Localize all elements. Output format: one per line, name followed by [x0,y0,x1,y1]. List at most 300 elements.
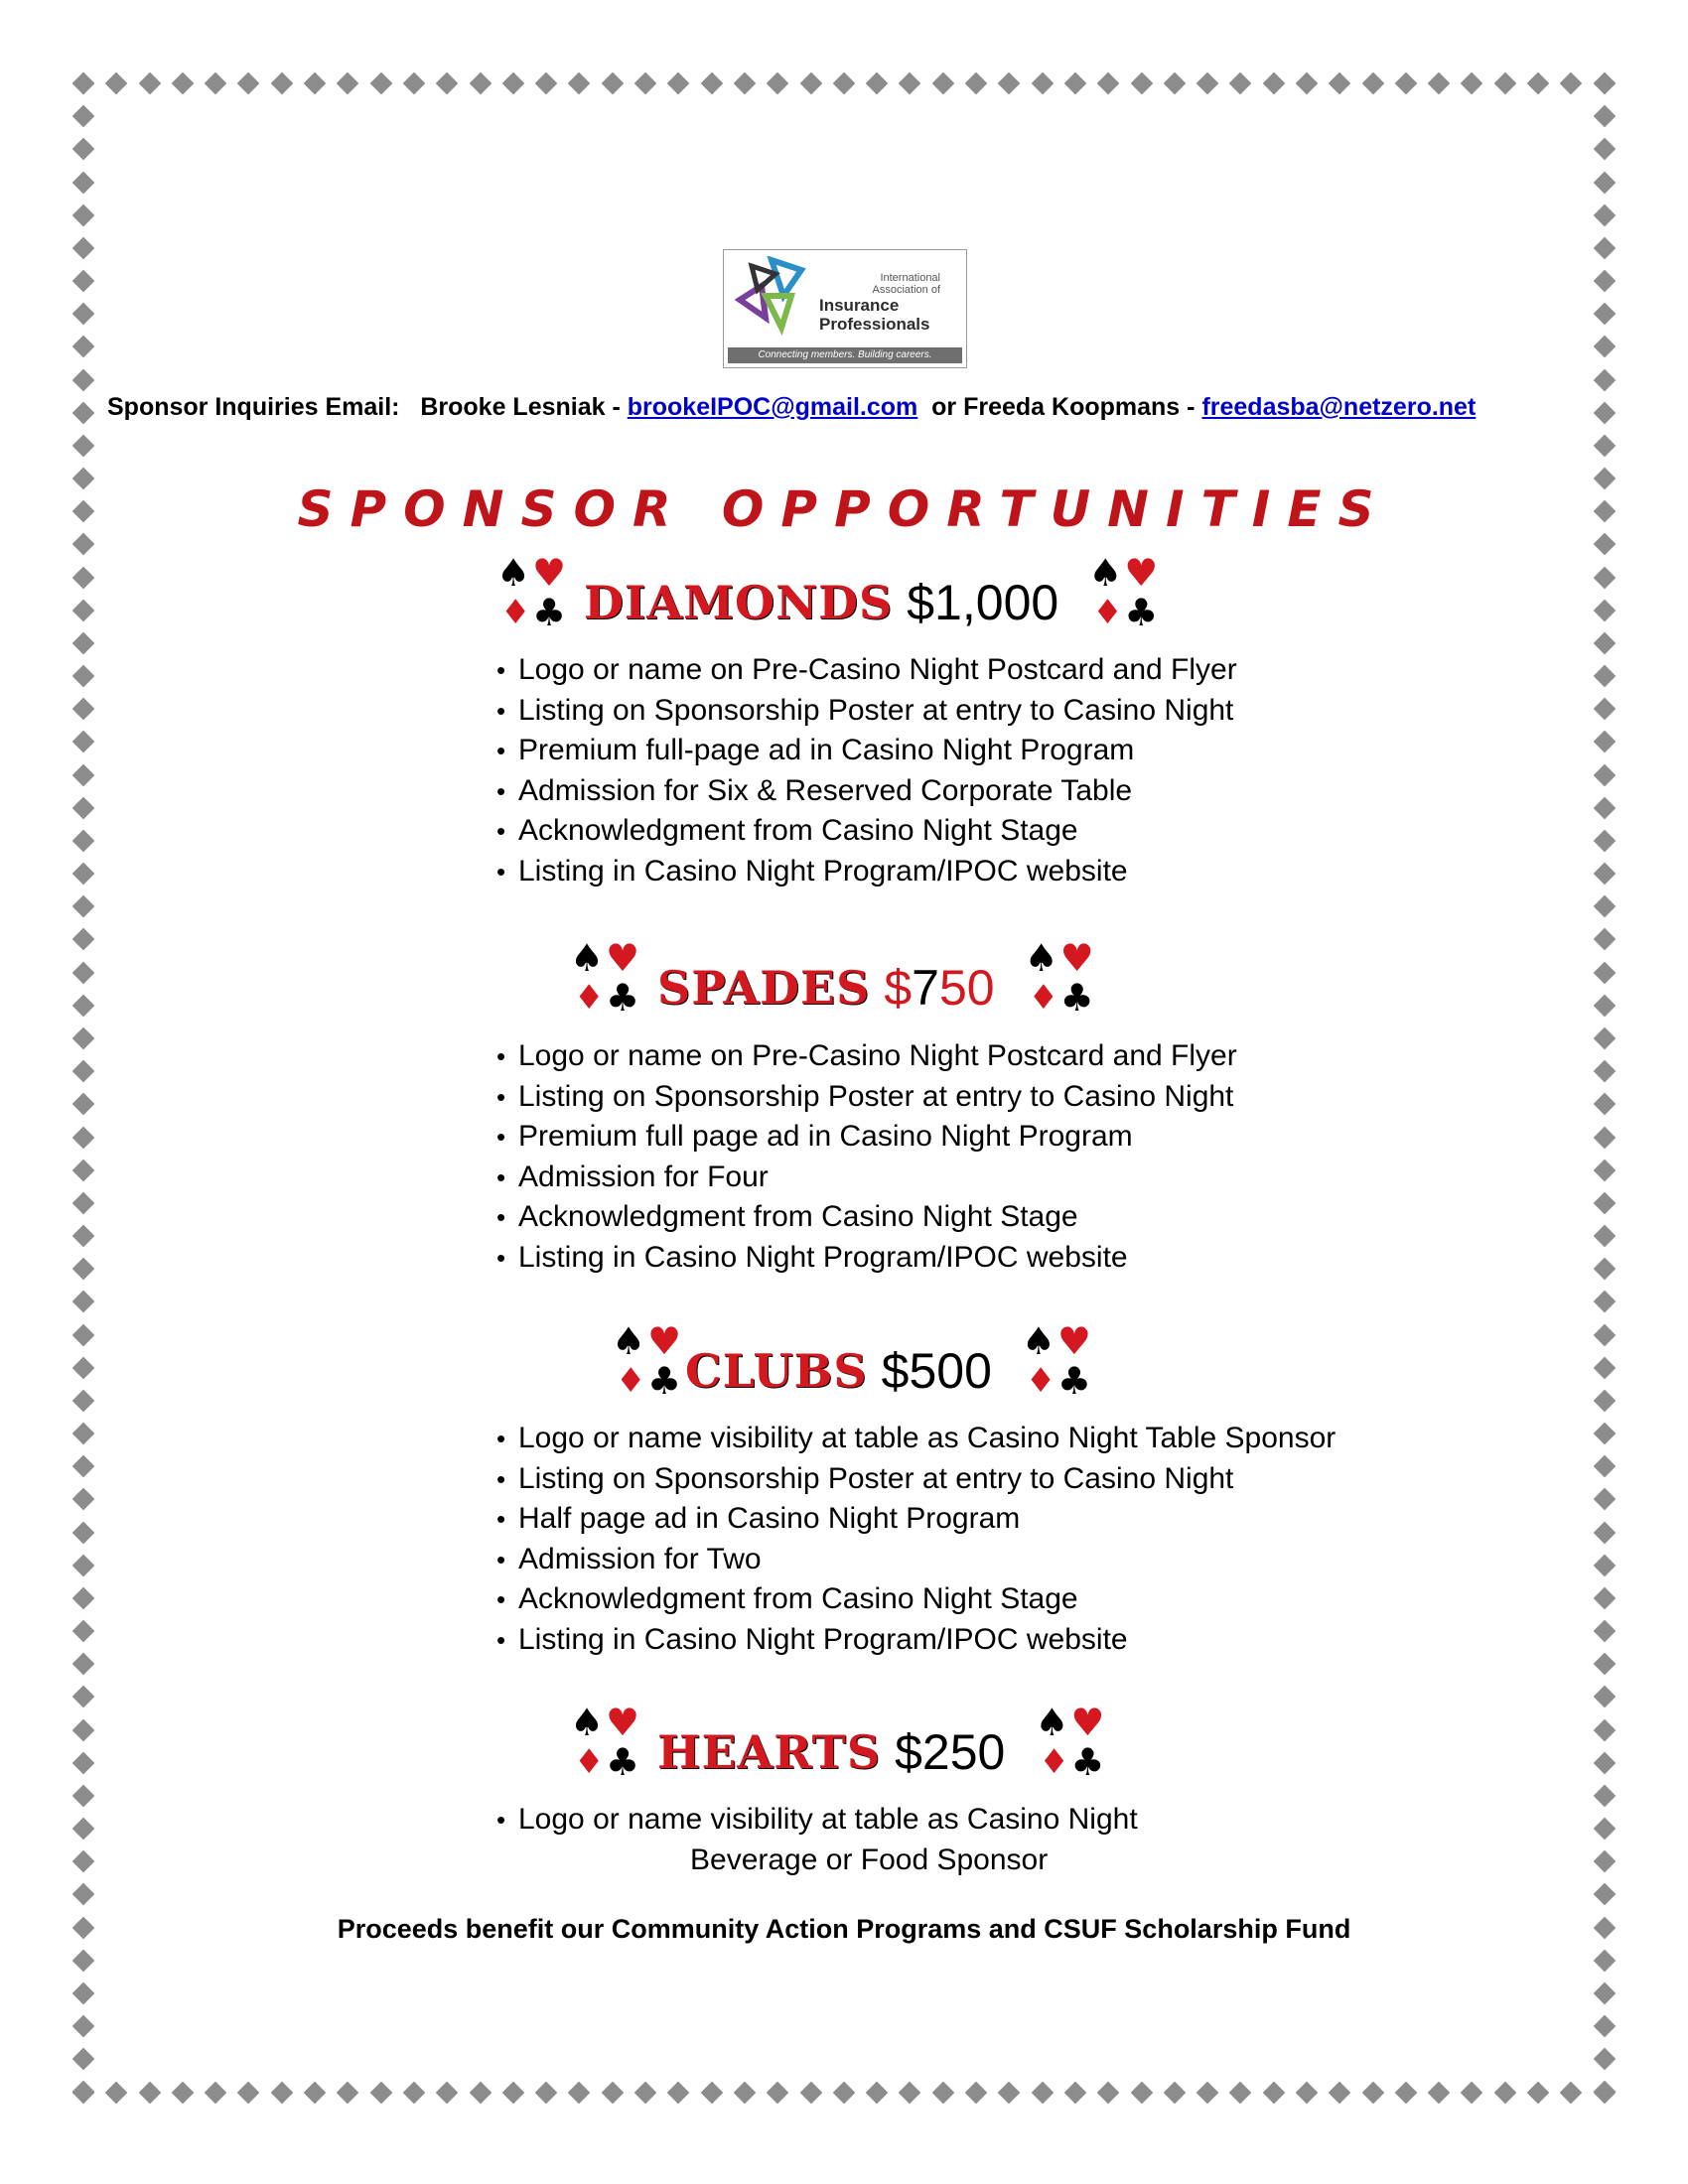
border-diamond-icon [72,1554,95,1576]
border-diamond-icon [1594,1192,1617,1215]
border-diamond-icon [1262,2082,1285,2105]
border-diamond-icon [1594,1291,1617,1313]
list-item: • Listing in Casino Night Program/IPOC website [496,1620,1336,1661]
border-diamond-icon [72,1850,95,1873]
border-diamond-icon [1262,72,1285,95]
tier-name: SPADES [657,961,871,1015]
logo-line1: International [880,272,940,284]
border-diamond-icon [1594,1423,1617,1445]
border-diamond-icon [1594,1159,1617,1181]
border-diamond-icon [72,303,95,326]
list-item: • Half page ad in Casino Night Program [496,1499,1336,1540]
border-diamond-icon [1361,2082,1384,2105]
list-item: • Admission for Six & Reserved Corporate Table [496,771,1237,812]
list-item: • Logo or name visibility at table as Casino Night Table Sponsor [496,1419,1336,1459]
border-diamond-icon [601,72,624,95]
border-diamond-icon [337,2082,359,2105]
border-diamond-icon [72,1126,95,1149]
border-diamond-icon [601,2082,624,2105]
border-diamond-icon [931,2082,954,2105]
tier-name: HEARTS [657,1725,882,1779]
border-diamond-icon [72,368,95,391]
border-diamond-icon [1196,2082,1219,2105]
border-diamond-icon [1594,1718,1617,1741]
border-diamond-icon [1594,1225,1617,1248]
border-diamond-icon [72,1060,95,1083]
border-diamond-icon [1560,2082,1583,2105]
border-diamond-icon [403,72,426,95]
border-diamond-icon [237,2082,260,2105]
heart-icon: ♥ [1056,1319,1091,1363]
heart-icon: ♥ [1059,936,1094,980]
iaip-logo [723,249,967,368]
border-bottom [71,2081,1617,2105]
border-diamond-icon [72,1653,95,1676]
heart-icon: ♥ [647,1319,682,1363]
tier-price: $500 [881,1343,992,1399]
border-diamond-icon [72,665,95,688]
border-diamond-icon [72,1982,95,2005]
border-diamond-icon [1594,1620,1617,1643]
tier-price: $250 [895,1724,1006,1780]
border-diamond-icon [767,2082,789,2105]
border-diamond-icon [1493,72,1516,95]
border-diamond-icon [72,895,95,918]
list-item: • Listing on Sponsorship Poster at entry to Casino Night [496,691,1237,732]
border-diamond-icon [72,1225,95,1248]
border-diamond-icon [1196,72,1219,95]
list-item: • Acknowledgment from Casino Night Stage [496,1579,1336,1620]
border-diamond-icon [1594,994,1617,1017]
border-diamond-icon [1594,1818,1617,1841]
border-diamond-icon [72,1521,95,1544]
contact1-name: Brooke Lesniak - [420,393,621,421]
border-diamond-icon [72,2048,95,2071]
border-diamond-icon [72,1390,95,1413]
logo-line2: Association of [872,284,940,296]
price-digit: 7 [912,960,939,1016]
border-diamond-icon [72,1258,95,1281]
club-icon: ♣ [1056,1359,1091,1403]
border-diamond-icon [237,72,260,95]
border-diamond-icon [72,1785,95,1808]
tier-diamonds-benefits [496,650,1237,891]
list-item: • Premium full page ad in Casino Night Program [496,1117,1237,1158]
border-diamond-icon [469,72,492,95]
border-diamond-icon [1594,204,1617,226]
logo-tagline: Connecting members. Building careers. [728,347,962,363]
tier-price [884,959,994,1017]
border-diamond-icon [667,2082,690,2105]
border-diamond-icon [72,435,95,458]
tier-name: DIAMONDS [584,576,894,629]
border-diamond-icon [72,698,95,721]
border-diamond-icon [469,2082,492,2105]
border-diamond-icon [1594,599,1617,621]
spade-icon: ♠ [570,1701,605,1744]
border-diamond-icon [1527,2082,1550,2105]
border-diamond-icon [369,72,392,95]
spade-icon: ♠ [1088,551,1123,595]
border-diamond-icon [1594,270,1617,293]
border-diamond-icon [1594,303,1617,326]
border-diamond-icon [998,2082,1021,2105]
heart-icon: ♥ [532,551,567,595]
diamond-icon: ♦ [1028,978,1059,1018]
border-diamond-icon [72,763,95,786]
border-diamond-icon [1594,863,1617,886]
border-diamond-icon [105,72,128,95]
border-diamond-icon [105,2082,128,2105]
border-diamond-icon [899,72,921,95]
or-text: or Freeda Koopmans - [931,393,1196,421]
border-diamond-icon [72,928,95,951]
border-diamond-icon [1594,2048,1617,2071]
border-diamond-icon [72,105,95,128]
border-top [71,71,1617,95]
card-suits-icon [494,551,570,635]
border-diamond-icon [436,72,459,95]
border-diamond-icon [1594,171,1617,194]
border-diamond-icon [1493,2082,1516,2105]
border-diamond-icon [72,1455,95,1478]
border-diamond-icon [1594,830,1617,853]
list-item: • Admission for Two [496,1540,1336,1580]
border-diamond-icon [998,72,1021,95]
border-diamond-icon [72,2015,95,2038]
spade-icon: ♠ [1024,936,1058,980]
tier-clubs-benefits [496,1419,1336,1660]
border-diamond-icon [72,830,95,853]
club-icon: ♣ [1124,591,1159,634]
border-diamond-icon [1594,1126,1617,1149]
border-diamond-icon [172,72,195,95]
border-diamond-icon [799,2082,822,2105]
spade-icon: ♠ [570,936,605,980]
border-diamond-icon [700,72,723,95]
border-diamond-icon [1527,72,1550,95]
border-diamond-icon [1428,72,1451,95]
club-icon: ♣ [606,976,640,1020]
border-diamond-icon [1594,368,1617,391]
border-diamond-icon [337,72,359,95]
border-diamond-icon [369,2082,392,2105]
border-diamond-icon [72,796,95,819]
tier-spades-header [568,936,1098,1021]
border-diamond-icon [1594,1554,1617,1576]
border-diamond-icon [1594,1093,1617,1116]
diamond-icon: ♦ [616,1361,646,1401]
border-diamond-icon [72,1291,95,1313]
border-diamond-icon [205,2082,227,2105]
border-diamond-icon [866,72,889,95]
border-diamond-icon [72,1159,95,1181]
card-suits-icon [1033,1701,1108,1785]
border-diamond-icon [72,72,95,95]
border-diamond-icon [1594,1521,1617,1544]
border-diamond-icon [568,72,591,95]
border-diamond-icon [1594,1356,1617,1379]
border-diamond-icon [931,72,954,95]
diamond-icon: ♦ [1025,1361,1056,1401]
border-diamond-icon [899,2082,921,2105]
list-item: • Acknowledgment from Casino Night Stage [496,811,1237,852]
border-diamond-icon [72,401,95,424]
border-diamond-icon [72,336,95,358]
border-diamond-icon [72,270,95,293]
tier-diamonds-header [494,551,1162,635]
border-diamond-icon [1594,1455,1617,1478]
border-diamond-icon [72,1818,95,1841]
border-diamond-icon [634,72,657,95]
card-suits-icon [568,936,643,1021]
border-diamond-icon [1594,665,1617,688]
contact2-email-link[interactable]: freedasba@netzero.net [1201,393,1477,421]
price-dollar: $ [884,960,913,1016]
border-diamond-icon [1097,72,1120,95]
tier-spades-benefits [496,1036,1237,1278]
border-diamond-icon [1594,2015,1617,2038]
diamond-icon: ♦ [1092,593,1123,632]
border-diamond-icon [72,1093,95,1116]
border-diamond-icon [866,2082,889,2105]
border-diamond-icon [72,599,95,621]
border-diamond-icon [1594,796,1617,819]
logo-wordmark [819,272,958,334]
border-right [1593,71,1617,2105]
diamond-icon: ♦ [1039,1742,1069,1782]
border-diamond-icon [1594,895,1617,918]
border-diamond-icon [833,2082,856,2105]
border-diamond-icon [1594,138,1617,161]
border-diamond-icon [1461,72,1483,95]
tier-clubs-header [610,1319,1095,1404]
border-diamond-icon [72,1686,95,1708]
border-diamond-icon [304,72,327,95]
border-diamond-icon [965,2082,988,2105]
border-diamond-icon [172,2082,195,2105]
border-diamond-icon [72,237,95,260]
border-diamond-icon [72,1192,95,1215]
border-diamond-icon [1594,1390,1617,1413]
club-icon: ♣ [1070,1740,1105,1784]
border-diamond-icon [1594,731,1617,753]
border-diamond-icon [1296,2082,1319,2105]
border-diamond-icon [1594,2081,1617,2104]
list-item: • Logo or name on Pre-Casino Night Postcard and Flyer [496,650,1237,691]
border-diamond-icon [1395,72,1418,95]
border-diamond-icon [1229,2082,1252,2105]
inquiry-label: Sponsor Inquiries Email: [107,393,400,421]
border-diamond-icon [1594,336,1617,358]
card-suits-icon [1023,936,1098,1021]
sponsor-inquiries [107,393,1587,422]
border-diamond-icon [1064,72,1087,95]
border-diamond-icon [1594,1949,1617,1972]
border-diamond-icon [833,72,856,95]
border-diamond-icon [767,72,789,95]
border-diamond-icon [568,2082,591,2105]
border-diamond-icon [270,2082,293,2105]
page-title: SPONSOR OPPORTUNITIES [297,480,1391,538]
list-item: • Listing in Casino Night Program/IPOC website [496,1238,1237,1279]
border-diamond-icon [72,1323,95,1346]
border-diamond-icon [1560,72,1583,95]
border-diamond-icon [1594,698,1617,721]
spade-icon: ♠ [1021,1319,1055,1363]
border-diamond-icon [72,632,95,655]
border-diamond-icon [72,731,95,753]
card-suits-icon [1086,551,1162,635]
border-diamond-icon [1594,961,1617,984]
border-diamond-icon [304,2082,327,2105]
border-diamond-icon [1594,928,1617,951]
club-icon: ♣ [606,1740,640,1784]
spade-icon: ♠ [612,1319,646,1363]
spade-icon: ♠ [1035,1701,1069,1744]
border-diamond-icon [1594,435,1617,458]
spade-icon: ♠ [496,551,531,595]
border-diamond-icon [667,72,690,95]
border-diamond-icon [1594,1982,1617,2005]
border-diamond-icon [634,2082,657,2105]
heart-icon: ♥ [606,1701,640,1744]
border-diamond-icon [403,2082,426,2105]
list-item: • Logo or name on Pre-Casino Night Postcard and Flyer [496,1036,1237,1077]
border-diamond-icon [72,1587,95,1610]
border-diamond-icon [72,863,95,886]
card-suits-icon [1020,1319,1095,1404]
border-diamond-icon [1594,237,1617,260]
border-diamond-icon [72,1751,95,1774]
border-diamond-icon [1594,1060,1617,1083]
list-item: • Listing on Sponsorship Poster at entry to Casino Night [496,1077,1237,1118]
border-diamond-icon [72,2081,95,2104]
border-diamond-icon [72,171,95,194]
border-diamond-icon [1594,763,1617,786]
border-diamond-icon [205,72,227,95]
border-diamond-icon [1594,105,1617,128]
border-diamond-icon [1594,72,1617,95]
border-diamond-icon [1594,632,1617,655]
club-icon: ♣ [532,591,567,634]
border-diamond-icon [1594,1686,1617,1708]
tier-hearts-header [568,1701,1108,1785]
diamond-icon: ♦ [574,978,605,1018]
diamond-icon: ♦ [574,1742,605,1782]
border-diamond-icon [1031,72,1054,95]
border-diamond-icon [1296,72,1319,95]
border-diamond-icon [1428,2082,1451,2105]
border-diamond-icon [1594,1883,1617,1906]
club-icon: ♣ [1059,976,1094,1020]
tier-hearts-benefits [496,1800,1138,1880]
border-diamond-icon [1361,72,1384,95]
border-left [71,71,95,2105]
border-diamond-icon [72,138,95,161]
price-digits: 50 [938,960,995,1016]
border-diamond-icon [799,72,822,95]
border-diamond-icon [502,72,525,95]
border-diamond-icon [138,72,161,95]
border-diamond-icon [1594,1751,1617,1774]
tier-name: CLUBS [685,1344,868,1398]
border-diamond-icon [72,1488,95,1511]
border-diamond-icon [1395,2082,1418,2105]
list-item: • Acknowledgment from Casino Night Stage [496,1197,1237,1238]
border-diamond-icon [138,2082,161,2105]
list-item: • Listing in Casino Night Program/IPOC website [496,852,1237,892]
heart-icon: ♥ [1070,1701,1105,1744]
border-diamond-icon [1130,72,1153,95]
club-icon: ♣ [647,1359,682,1403]
border-diamond-icon [502,2082,525,2105]
list-item: • Listing on Sponsorship Poster at entry to Casino Night [496,1459,1336,1500]
border-diamond-icon [1163,2082,1186,2105]
border-diamond-icon [1594,1488,1617,1511]
border-diamond-icon [1594,1785,1617,1808]
card-suits-icon [610,1319,685,1404]
heart-icon: ♥ [1124,551,1159,595]
contact1-email-link[interactable]: brookeIPOC@gmail.com [627,393,918,421]
border-diamond-icon [72,1718,95,1741]
border-diamond-icon [72,994,95,1017]
border-diamond-icon [1594,1587,1617,1610]
border-diamond-icon [72,1883,95,1906]
border-diamond-icon [734,2082,757,2105]
diamond-icon: ♦ [500,593,531,632]
border-diamond-icon [1064,2082,1087,2105]
border-diamond-icon [734,72,757,95]
card-suits-icon [568,1701,643,1785]
triangles-logo-icon [732,256,811,336]
border-diamond-icon [1329,72,1351,95]
border-diamond-icon [1163,72,1186,95]
proceeds-note: Proceeds benefit our Community Action Programs and CSUF Scholarship Fund [337,1914,1351,1944]
border-diamond-icon [535,72,558,95]
border-diamond-icon [72,204,95,226]
border-diamond-icon [72,1949,95,1972]
border-diamond-icon [72,1620,95,1643]
border-diamond-icon [700,2082,723,2105]
border-diamond-icon [436,2082,459,2105]
border-diamond-icon [1461,2082,1483,2105]
list-item: • Logo or name visibility at table as Casino Night [496,1800,1138,1841]
border-diamond-icon [72,566,95,589]
border-diamond-icon [1097,2082,1120,2105]
list-item-continuation: Beverage or Food Sponsor [690,1843,1049,1876]
border-diamond-icon [72,1027,95,1050]
border-diamond-icon [270,72,293,95]
border-diamond-icon [1594,1258,1617,1281]
list-item: • Premium full-page ad in Casino Night Program [496,731,1237,771]
list-item: • Admission for Four [496,1158,1237,1198]
heart-icon: ♥ [606,936,640,980]
border-diamond-icon [1229,72,1252,95]
border-diamond-icon [1594,1027,1617,1050]
border-diamond-icon [72,1356,95,1379]
border-diamond-icon [1594,1850,1617,1873]
border-diamond-icon [965,72,988,95]
border-diamond-icon [535,2082,558,2105]
border-diamond-icon [72,961,95,984]
border-diamond-icon [1031,2082,1054,2105]
border-diamond-icon [1594,401,1617,424]
border-diamond-icon [1329,2082,1351,2105]
border-diamond-icon [72,1423,95,1445]
logo-line3: Insurance [819,296,900,315]
logo-line4: Professionals [819,315,930,334]
